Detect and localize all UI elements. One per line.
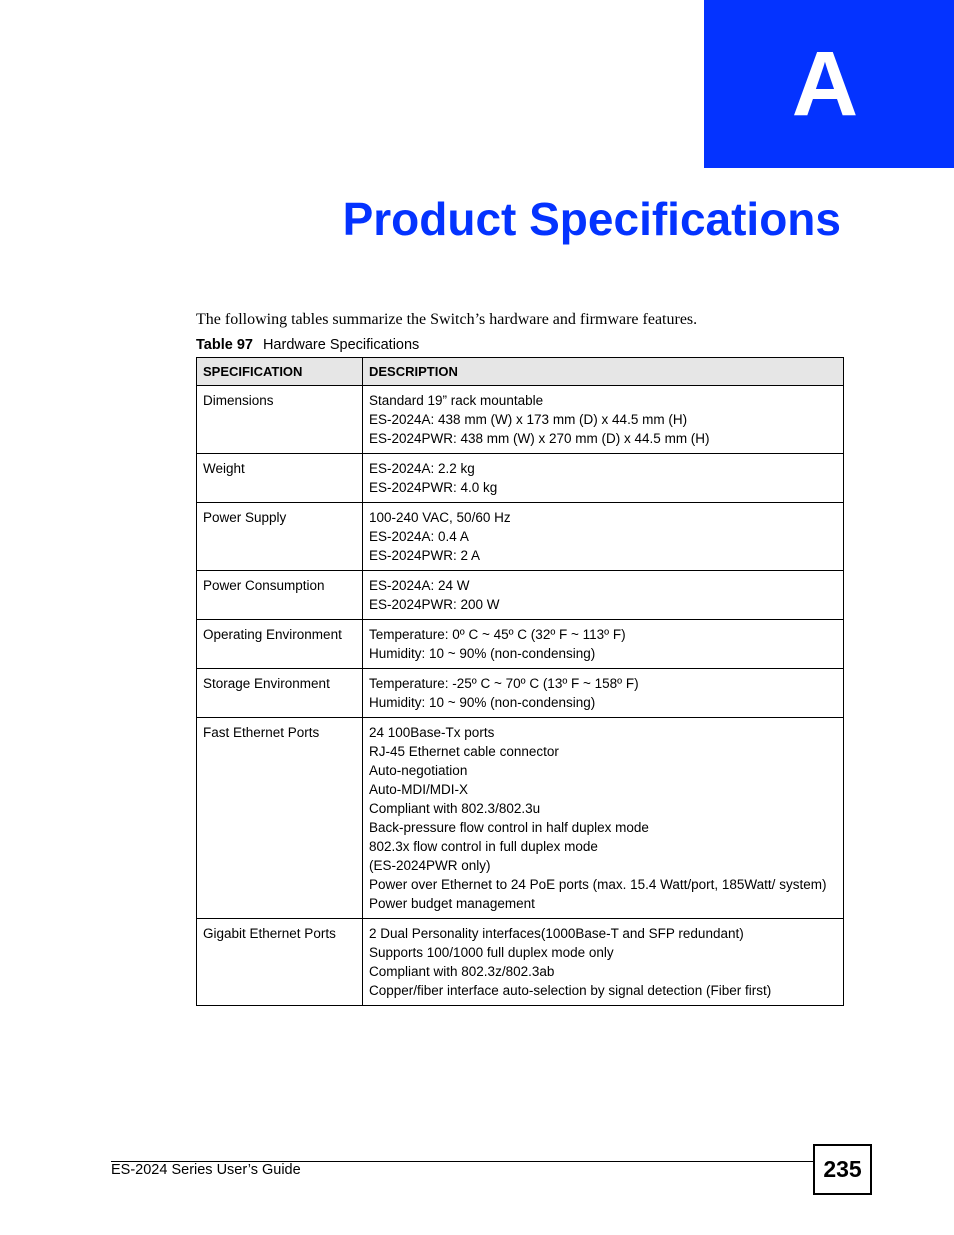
header-specification: SPECIFICATION — [197, 358, 363, 386]
description-line: 24 100Base-Tx ports — [369, 725, 495, 740]
description-line: Auto-negotiation — [369, 763, 468, 778]
description-line: 802.3x flow control in full duplex mode — [369, 839, 598, 854]
spec-name-cell: Gigabit Ethernet Ports — [197, 919, 363, 1006]
spec-description-cell — [363, 571, 844, 620]
description-line: ES-2024A: 24 W — [369, 578, 470, 593]
spec-name-cell: Power Consumption — [197, 571, 363, 620]
table-row — [197, 718, 844, 919]
spec-description-cell — [363, 669, 844, 718]
spec-description-cell — [363, 620, 844, 669]
footer-guide-title: ES-2024 Series User’s Guide — [111, 1162, 301, 1178]
table-row — [197, 571, 844, 620]
spec-name-cell: Operating Environment — [197, 620, 363, 669]
table-caption — [196, 337, 419, 353]
spec-name-cell: Weight — [197, 454, 363, 503]
table-row — [197, 454, 844, 503]
description-line: Copper/fiber interface auto-selection by signal detection (Fiber first) — [369, 983, 772, 998]
table-row — [197, 620, 844, 669]
hardware-specifications-table — [196, 357, 844, 1006]
description-line: Compliant with 802.3/802.3u — [369, 801, 541, 816]
spec-name-cell: Storage Environment — [197, 669, 363, 718]
description-line: ES-2024PWR: 200 W — [369, 597, 500, 612]
table-caption-number: Table 97 — [196, 337, 253, 353]
description-line: Power over Ethernet to 24 PoE ports (max. 15.4 Watt/port, 185Watt/ system) — [369, 877, 827, 892]
description-line: Temperature: 0º C ~ 45º C (32º F ~ 113º F) — [369, 627, 626, 642]
spec-description-cell — [363, 919, 844, 1006]
description-line: Standard 19” rack mountable — [369, 393, 544, 408]
spec-description-cell — [363, 718, 844, 919]
description-line: Humidity: 10 ~ 90% (non-condensing) — [369, 695, 596, 710]
spec-description-cell — [363, 454, 844, 503]
table-row — [197, 386, 844, 454]
description-line: Humidity: 10 ~ 90% (non-condensing) — [369, 646, 596, 661]
table-row — [197, 669, 844, 718]
spec-description-cell — [363, 386, 844, 454]
description-line: Auto-MDI/MDI-X — [369, 782, 469, 797]
description-line: ES-2024A: 438 mm (W) x 173 mm (D) x 44.5 mm (H) — [369, 412, 688, 427]
description-line: Supports 100/1000 full duplex mode only — [369, 945, 614, 960]
spec-name-cell: Power Supply — [197, 503, 363, 571]
spec-name-cell: Fast Ethernet Ports — [197, 718, 363, 919]
description-line: Back-pressure flow control in half duplex mode — [369, 820, 649, 835]
intro-paragraph: The following tables summarize the Switch’s hardware and firmware features. — [196, 311, 698, 328]
spec-description-cell — [363, 503, 844, 571]
table-header-row — [197, 358, 844, 386]
description-line: 2 Dual Personality interfaces(1000Base-T and SFP redundant) — [369, 926, 744, 941]
description-line: ES-2024PWR: 4.0 kg — [369, 480, 498, 495]
spec-name-cell: Dimensions — [197, 386, 363, 454]
description-line: Power budget management — [369, 896, 535, 911]
description-line: 100-240 VAC, 50/60 Hz — [369, 510, 511, 525]
chapter-title: Product Specifications — [342, 193, 841, 245]
description-line: ES-2024PWR: 2 A — [369, 548, 481, 563]
chapter-letter: A — [791, 33, 859, 135]
table-row — [197, 919, 844, 1006]
description-line: ES-2024PWR: 438 mm (W) x 270 mm (D) x 44.5 mm (H) — [369, 431, 710, 446]
description-line: (ES-2024PWR only) — [369, 858, 491, 873]
description-line: ES-2024A: 2.2 kg — [369, 461, 475, 476]
description-line: Temperature: -25º C ~ 70º C (13º F ~ 158º F) — [369, 676, 639, 691]
table-body — [197, 386, 844, 1006]
table-caption-title: Hardware Specifications — [262, 337, 420, 353]
page-number: 235 — [813, 1144, 872, 1195]
header-description: DESCRIPTION — [363, 358, 844, 386]
description-line: RJ-45 Ethernet cable connector — [369, 744, 559, 759]
description-line: Compliant with 802.3z/802.3ab — [369, 964, 555, 979]
description-line: ES-2024A: 0.4 A — [369, 529, 469, 544]
chapter-letter-tab — [704, 0, 954, 168]
table-row — [197, 503, 844, 571]
